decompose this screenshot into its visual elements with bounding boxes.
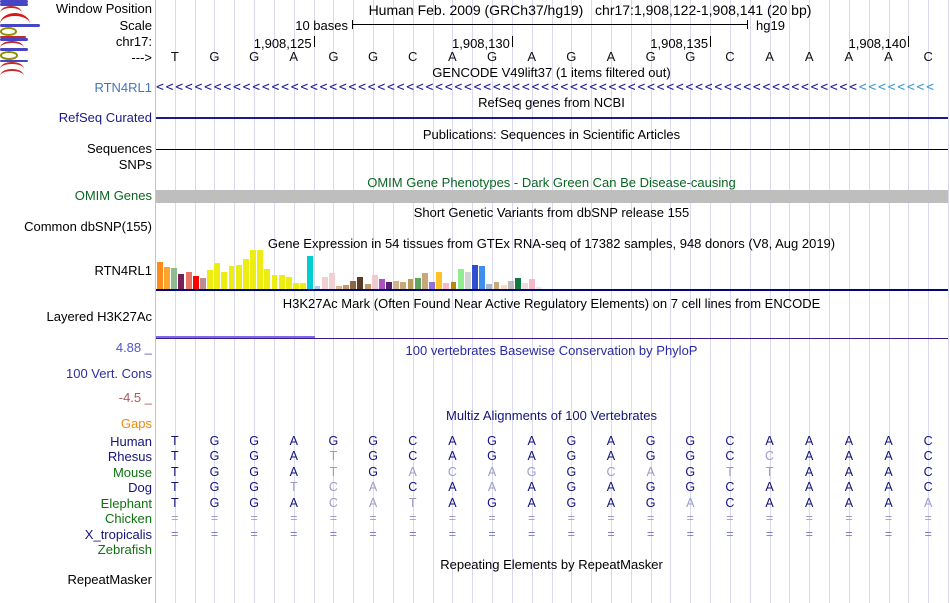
gtex-tissue-bar — [379, 279, 385, 289]
multiz-base-letter: A — [884, 465, 893, 479]
multiz-base-letter: A — [765, 496, 774, 510]
refseq-track-title[interactable]: RefSeq genes from NCBI — [478, 95, 625, 110]
scale-bar — [352, 24, 748, 25]
multiz-base-letter: A — [487, 480, 497, 494]
multiz-base-letter: G — [685, 449, 696, 463]
multiz-base-letter: = — [765, 511, 774, 525]
multiz-base-letter: = — [329, 527, 338, 541]
multiz-base-letter: A — [448, 434, 457, 448]
maf-mouse-label[interactable]: Mouse — [112, 465, 152, 480]
gtex-tissue-bar — [250, 250, 256, 289]
phylop-max-label[interactable]: 4.88 _ — [115, 340, 152, 355]
multiz-base-letter: C — [447, 465, 457, 479]
multiz-base-letter: G — [645, 449, 656, 463]
multiz-base-letter: = — [765, 527, 774, 541]
gtex-tissue-bar — [286, 277, 292, 289]
multiz-base-letter: C — [923, 449, 933, 463]
multiz-base-letter: = — [567, 527, 575, 541]
multiz-base-letter: A — [289, 496, 298, 510]
multiz-base-letter: = — [448, 527, 457, 541]
omim-genes-bar — [155, 190, 948, 203]
chromosome-label[interactable]: chr17: — [115, 34, 152, 49]
multiz-base-letter: = — [409, 527, 417, 541]
gtex-track-title[interactable]: Gene Expression in 54 tissues from GTEx RNA-seq of 17382 samples, 948 donors (V8, Aug 2019) — [267, 236, 836, 251]
multiz-base-letter: G — [685, 434, 696, 448]
sequence-base-letter: T — [170, 49, 179, 64]
omim-genes-label[interactable]: OMIM Genes — [74, 188, 152, 203]
multiz-base-letter: T — [408, 496, 417, 510]
multiz-base-letter: G — [685, 480, 696, 494]
refseq-curated-line — [155, 117, 948, 119]
gtex-tissue-bar — [243, 259, 249, 289]
gtex-tissue-bar — [515, 278, 521, 289]
multiz-base-letter: A — [606, 480, 616, 494]
multiz-base-letter: = — [488, 511, 496, 525]
maf-chicken-label[interactable]: Chicken — [105, 511, 152, 526]
multiz-base-letter: G — [685, 465, 696, 479]
multiz-base-letter: C — [923, 480, 933, 494]
multiz-base-letter: C — [606, 465, 616, 479]
gtex-tissue-bar — [229, 266, 235, 289]
multiz-base-letter: A — [884, 496, 893, 510]
gtex-tissue-bar — [307, 256, 313, 289]
gtex-gene-rtn4rl1[interactable]: RTN4RL1 — [94, 263, 152, 278]
gtex-tissue-bar — [257, 250, 263, 289]
multiz-base-letter: A — [884, 449, 893, 463]
window-left-edge-line — [155, 0, 156, 603]
h3k27ac-baseline — [155, 338, 948, 340]
multiz-base-letter: = — [290, 511, 298, 525]
position-header — [230, 2, 950, 18]
gtex-tissue-bar — [408, 279, 414, 289]
maf-zebrafish-label[interactable]: Zebrafish — [97, 542, 152, 557]
multiz-base-letter: A — [289, 465, 298, 479]
sequence-base-letter: A — [844, 49, 854, 64]
multiz-base-letter: A — [765, 434, 774, 448]
multiz-base-letter: = — [290, 527, 298, 541]
gencode-gene-rtn4rl1[interactable]: RTN4RL1 — [94, 80, 152, 95]
multiz-base-letter: = — [369, 527, 377, 541]
sequence-base-letter: G — [486, 49, 498, 64]
sequence-base-letter: A — [804, 49, 814, 64]
multiz-base-letter: G — [368, 449, 378, 463]
multiz-base-letter: A — [805, 480, 814, 494]
sequence-base-letter: G — [645, 49, 656, 64]
gtex-tissue-bar — [279, 275, 285, 289]
repeatmasker-label[interactable]: RepeatMasker — [67, 572, 152, 587]
multiz-base-letter: A — [527, 480, 536, 494]
coordinate-tick-mark — [908, 36, 909, 47]
multiz-base-letter: = — [607, 527, 615, 541]
maf-x-tropicalis-label[interactable]: X_tropicalis — [84, 527, 152, 542]
multiz-base-letter: G — [249, 465, 259, 479]
gtex-tissue-bar — [465, 272, 471, 289]
phylop-min-label[interactable]: -4.5 _ — [118, 390, 152, 405]
sequence-base-letter: G — [209, 49, 220, 64]
vert-cons-label[interactable]: 100 Vert. Cons — [66, 366, 152, 381]
multiz-base-letter: = — [726, 527, 734, 541]
multiz-base-letter: T — [289, 480, 298, 494]
dbsnp-track-title[interactable]: Short Genetic Variants from dbSNP release 155 — [413, 205, 690, 220]
gtex-tissue-bar — [178, 274, 184, 289]
scale-bar-right-tick — [747, 20, 748, 29]
multiz-base-letter: = — [369, 511, 377, 525]
multiz-base-letter: = — [805, 527, 813, 541]
scale-value: 10 bases — [295, 18, 348, 33]
multiz-base-letter: = — [845, 511, 853, 525]
gene-arrow-dark-segment: <<<<<<<<<<<<<<<<<<<<<<<<<<<<<<<<<<<<<<<<<<<<<<<<<<<<<<<<<<<<<<<<<<<<<<<<< — [156, 81, 859, 95]
sequence-base-letter: G — [249, 49, 260, 64]
scale-label[interactable]: Scale — [119, 18, 152, 33]
multiz-base-letter: = — [726, 511, 734, 525]
omim-track-title[interactable]: OMIM Gene Phenotypes - Dark Green Can Be Disease-causing — [367, 175, 736, 190]
multiz-base-letter: C — [725, 496, 735, 510]
multiz-base-letter: G — [209, 434, 220, 448]
gtex-tissue-bar — [329, 273, 335, 289]
multiz-base-letter: G — [209, 465, 220, 479]
multiz-base-letter: A — [487, 465, 497, 479]
phylop-positive-mark — [0, 69, 24, 76]
multiz-base-letter: = — [210, 511, 219, 525]
gtex-tissue-bar — [436, 272, 442, 289]
multiz-base-letter: A — [368, 480, 378, 494]
sequence-base-letter: G — [566, 49, 577, 64]
multiz-base-letter: A — [805, 496, 814, 510]
gtex-tissue-bar — [357, 277, 363, 289]
multiz-base-letter: A — [844, 465, 854, 479]
maf-dog-label[interactable]: Dog — [128, 480, 152, 495]
multiz-base-letter: = — [924, 527, 932, 541]
gtex-tissue-bar — [186, 272, 192, 289]
multiz-base-letter: G — [487, 496, 497, 510]
multiz-base-letter: A — [805, 434, 814, 448]
multiz-base-letter: = — [171, 527, 179, 541]
gtex-tissue-bar — [322, 277, 328, 289]
multiz-base-letter: A — [765, 480, 774, 494]
coordinate-tick-mark — [710, 36, 711, 47]
multiz-base-letter: G — [209, 449, 220, 463]
multiz-base-letter: A — [527, 496, 536, 510]
multiz-base-letter: A — [527, 434, 536, 448]
multiz-base-letter: = — [567, 511, 575, 525]
multiz-base-letter: = — [884, 527, 893, 541]
multiz-base-letter: = — [488, 527, 496, 541]
multiz-base-letter: A — [368, 496, 378, 510]
sequence-base-letter: C — [725, 49, 735, 64]
multiz-base-letter: A — [884, 434, 893, 448]
multiz-base-letter: = — [250, 511, 258, 525]
multiz-base-letter: C — [328, 480, 338, 494]
multiz-base-letter: = — [805, 511, 813, 525]
scale-bar-left-tick — [352, 20, 353, 29]
multiz-base-letter: G — [368, 434, 378, 448]
multiz-base-letter: = — [528, 527, 536, 541]
multiz-base-letter: = — [924, 511, 932, 525]
gtex-tissue-bar — [272, 275, 278, 289]
gtex-tissue-bar — [264, 269, 270, 289]
multiz-base-letter: = — [607, 511, 615, 525]
repeatmasker-track-title[interactable]: Repeating Elements by RepeatMasker — [440, 557, 663, 572]
coordinate-tick-label: 1,908,130 — [452, 36, 510, 51]
gene-arrow-light-segment: <<<<<<<< — [858, 81, 936, 95]
multiz-base-letter: C — [328, 496, 338, 510]
gtex-tissue-bar — [200, 278, 206, 289]
multiz-base-letter: G — [249, 449, 259, 463]
multiz-base-letter: G — [487, 434, 497, 448]
multiz-base-letter: G — [645, 496, 656, 510]
multiz-base-letter: C — [725, 480, 735, 494]
refseq-curated-label[interactable]: RefSeq Curated — [58, 110, 152, 125]
multiz-base-letter: A — [884, 480, 893, 494]
multiz-base-letter: G — [566, 465, 577, 479]
multiz-base-letter: T — [726, 465, 734, 479]
coordinate-tick-mark — [314, 36, 315, 47]
gtex-tissue-bar — [422, 273, 428, 289]
multiz-base-letter: = — [884, 511, 893, 525]
multiz-base-letter: A — [844, 480, 854, 494]
multiz-base-letter: = — [686, 527, 694, 541]
multiz-base-letter: A — [606, 434, 616, 448]
multiz-base-letter: A — [527, 449, 536, 463]
multiz-base-letter: A — [289, 449, 298, 463]
multiz-base-letter: T — [170, 496, 179, 510]
multiz-base-letter: = — [250, 527, 258, 541]
multiz-base-letter: = — [409, 511, 417, 525]
gtex-tissue-bar — [458, 269, 464, 289]
gtex-tissue-bar — [207, 270, 213, 289]
gtex-tissue-bar — [236, 265, 242, 289]
sequence-base-letter: G — [328, 49, 339, 64]
multiz-base-letter: = — [448, 511, 457, 525]
multiz-base-letter: A — [448, 480, 457, 494]
multiz-base-letter: A — [844, 496, 854, 510]
multiz-base-letter: G — [645, 434, 656, 448]
assembly-tag: hg19 — [756, 18, 785, 33]
multiz-base-letter: G — [645, 480, 656, 494]
multiz-base-letter: G — [249, 480, 259, 494]
multiz-base-letter: G — [209, 480, 220, 494]
maf-human-label[interactable]: Human — [110, 434, 152, 449]
sequence-base-letter: C — [408, 49, 418, 64]
maf-rhesus-label[interactable]: Rhesus — [107, 449, 152, 464]
common-dbsnp-label[interactable]: Common dbSNP(155) — [24, 219, 152, 234]
sequence-base-letter: G — [368, 49, 379, 64]
multiz-base-letter: T — [170, 449, 179, 463]
gtex-tissue-bar — [171, 268, 177, 289]
multiz-base-letter: T — [329, 465, 338, 479]
multiz-base-letter: T — [170, 465, 179, 479]
coordinate-tick-label: 1,908,140 — [848, 36, 907, 51]
multiz-base-letter: G — [566, 496, 577, 510]
gencode-track-title[interactable]: GENCODE V49lift37 (1 items filtered out) — [432, 65, 671, 80]
sequence-base-letter: C — [923, 49, 933, 64]
multiz-base-letter: C — [725, 449, 735, 463]
multiz-base-letter: G — [249, 434, 259, 448]
header-gap — [583, 2, 595, 18]
multiz-base-letter: C — [725, 434, 735, 448]
multiz-base-letter: = — [329, 511, 338, 525]
multiz-base-letter: T — [765, 465, 774, 479]
gtex-tissue-bar — [529, 279, 535, 289]
gtex-tissue-bar — [415, 278, 421, 289]
publications-track-title[interactable]: Publications: Sequences in Scientific Articles — [422, 127, 681, 142]
multiz-track-title[interactable]: Multiz Alignments of 100 Vertebrates — [445, 408, 657, 423]
gtex-tissue-bar — [214, 263, 220, 289]
gtex-tissue-bar — [372, 275, 378, 289]
multiz-base-letter: C — [923, 434, 933, 448]
gtex-tissue-bar — [479, 266, 485, 289]
maf-gaps-label[interactable]: Gaps — [120, 416, 152, 431]
multiz-base-letter: C — [408, 480, 418, 494]
multiz-base-letter: A — [844, 434, 854, 448]
multiz-base-letter: T — [329, 449, 338, 463]
coordinate-tick-label: 1,908,125 — [253, 36, 312, 51]
multiz-base-letter: T — [170, 480, 179, 494]
multiz-base-letter: C — [408, 449, 418, 463]
gtex-tissue-bar — [157, 262, 163, 289]
position-range: chr17:1,908,122-1,908,141 (20 bp) — [595, 2, 812, 18]
multiz-base-letter: G — [566, 449, 577, 463]
multiz-base-letter: G — [566, 434, 577, 448]
multiz-base-letter: A — [686, 496, 695, 510]
multiz-base-letter: = — [210, 527, 219, 541]
multiz-base-letter: A — [646, 465, 655, 479]
gridline — [948, 0, 949, 603]
sequence-base-letter: A — [765, 49, 774, 64]
publications-sequences-label[interactable]: Sequences — [86, 141, 152, 156]
multiz-base-letter: G — [249, 496, 259, 510]
multiz-base-letter: G — [566, 480, 577, 494]
multiz-base-letter: A — [289, 434, 298, 448]
multiz-base-letter: G — [328, 434, 339, 448]
gtex-tissue-bar — [472, 265, 478, 289]
h3k27ac-track-title[interactable]: H3K27Ac Mark (Often Found Near Active Regulatory Elements) on 7 cell lines from ENCODE — [282, 296, 821, 311]
multiz-base-letter: G — [368, 465, 378, 479]
multiz-base-letter: C — [408, 434, 418, 448]
gencode-gene-chevrons — [156, 81, 947, 95]
multiz-base-letter: A — [448, 496, 457, 510]
gtex-tissue-bar — [164, 267, 170, 289]
multiz-base-letter: = — [528, 511, 536, 525]
multiz-base-letter: = — [646, 511, 655, 525]
multiz-base-letter: A — [805, 449, 814, 463]
multiz-base-letter: G — [487, 449, 497, 463]
maf-elephant-label[interactable]: Elephant — [100, 496, 152, 511]
multiz-base-letter: A — [844, 449, 854, 463]
multiz-base-letter: A — [448, 449, 457, 463]
multiz-base-letter: = — [171, 511, 179, 525]
gtex-baseline — [155, 289, 948, 292]
sequence-base-letter: A — [884, 49, 893, 64]
multiz-base-letter: = — [845, 527, 853, 541]
coordinate-tick-label: 1,908,135 — [650, 36, 709, 51]
publications-snps-label[interactable]: SNPs — [118, 157, 152, 172]
gtex-tissue-bar — [221, 272, 227, 289]
gtex-tissue-bar — [193, 276, 199, 289]
multiz-base-letter: A — [606, 496, 616, 510]
phylop-track-title[interactable]: 100 vertebrates Basewise Conservation by PhyloP — [405, 343, 698, 358]
multiz-base-letter: = — [686, 511, 694, 525]
multiz-base-letter: G — [526, 465, 537, 479]
multiz-base-letter: G — [209, 496, 220, 510]
publications-sequences-line — [155, 149, 948, 150]
multiz-base-letter: A — [606, 449, 616, 463]
sequence-base-letter: A — [606, 49, 616, 64]
multiz-base-letter: T — [170, 434, 179, 448]
coordinate-tick-mark — [512, 36, 513, 47]
multiz-base-letter: A — [924, 496, 933, 510]
sequence-base-letter: A — [289, 49, 299, 64]
window-position-label[interactable]: Window Position — [55, 1, 152, 16]
multiz-base-letter: A — [408, 465, 417, 479]
strand-arrow-label[interactable]: ---> — [131, 50, 152, 65]
sequence-base-letter: G — [685, 49, 696, 64]
multiz-base-letter: = — [646, 527, 655, 541]
assembly-name: Human Feb. 2009 (GRCh37/hg19) — [368, 2, 584, 18]
sequence-base-letter: A — [527, 49, 536, 64]
multiz-base-letter: C — [765, 449, 775, 463]
multiz-base-letter: C — [923, 465, 933, 479]
sequence-base-letter: A — [448, 49, 457, 64]
layered-h3k27ac-label[interactable]: Layered H3K27Ac — [46, 309, 152, 324]
multiz-base-letter: A — [805, 465, 814, 479]
